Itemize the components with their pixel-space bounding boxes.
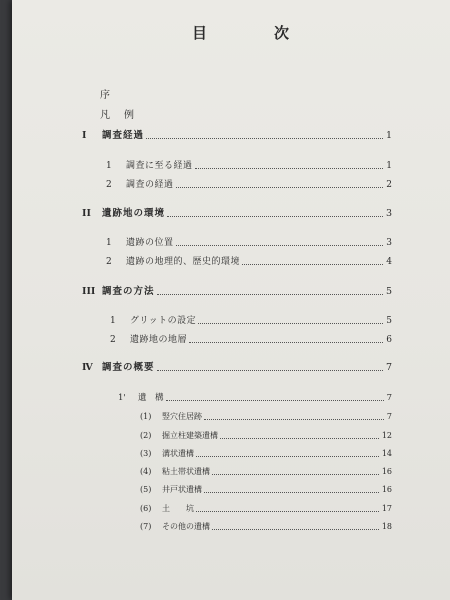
toc-label: 調査の方法 (102, 286, 155, 297)
toc-entry (106, 256, 392, 268)
toc-page-number: 2 (386, 180, 392, 190)
dot-leader (157, 294, 383, 295)
toc-page-number: 14 (381, 449, 392, 458)
toc-number: 1' (118, 393, 126, 403)
toc-entry (82, 362, 392, 374)
dot-leader (157, 370, 383, 371)
dot-leader (196, 511, 379, 512)
toc-label: 竪穴住居跡 (162, 412, 202, 421)
toc-label: 粘土帯状遺構 (162, 467, 210, 476)
toc-entry (82, 130, 392, 142)
toc-page-number: 17 (381, 504, 392, 513)
toc-number: (3) (140, 449, 152, 458)
toc-page-number: 16 (381, 485, 392, 494)
preface-item: 序 (100, 90, 112, 101)
dot-leader (198, 323, 383, 324)
dot-leader (195, 168, 384, 169)
dot-leader (242, 264, 383, 265)
toc-label: 遺跡の地理的、歴史的環境 (126, 257, 241, 267)
toc-page-number: 12 (381, 431, 392, 440)
toc-entry (140, 521, 392, 533)
toc-page-number: 1 (385, 130, 392, 141)
toc-label: 調査の概要 (102, 362, 155, 373)
toc-number: III (82, 286, 96, 297)
toc-label: 溝状遺構 (162, 449, 194, 458)
toc-label: その他の遺構 (162, 522, 210, 531)
toc-label: 調査経過 (102, 130, 145, 141)
toc-number: I (82, 130, 87, 141)
toc-entry (110, 315, 392, 327)
toc-page-number: 18 (381, 522, 392, 531)
toc-number: 1 (106, 238, 112, 248)
document-page (12, 0, 450, 600)
toc-page-number: 1 (386, 161, 392, 171)
toc-entry (140, 411, 392, 423)
toc-label: 遺 構 (138, 393, 164, 403)
dot-leader (196, 456, 379, 457)
toc-label: 調査の経過 (126, 180, 174, 190)
toc-label: 井戸状遺構 (162, 485, 202, 494)
toc-number: 1 (110, 316, 116, 326)
toc-page-number: 6 (386, 335, 392, 345)
toc-entry (118, 392, 392, 404)
dot-leader (189, 342, 383, 343)
toc-number: (2) (140, 431, 152, 440)
toc-page-number: 3 (385, 208, 392, 219)
toc-number: (6) (140, 504, 152, 513)
toc-page-number: 7 (386, 412, 392, 421)
toc-page-number: 4 (386, 257, 392, 267)
toc-label: グリットの設定 (130, 316, 197, 326)
toc-number: 2 (106, 180, 112, 190)
toc-number: II (82, 208, 91, 219)
dot-leader (176, 187, 384, 188)
toc-number: (1) (140, 412, 152, 421)
toc-entry (106, 179, 392, 191)
toc-entry (110, 334, 392, 346)
toc-entry (82, 208, 392, 220)
toc-page-number: 16 (381, 467, 392, 476)
toc-number: 2 (110, 335, 116, 345)
dot-leader (176, 245, 384, 246)
toc-label: 土 坑 (162, 504, 194, 513)
toc-page-number: 5 (386, 316, 392, 326)
toc-number: 2 (106, 257, 112, 267)
toc-entry (106, 237, 392, 249)
toc-entry (106, 160, 392, 172)
dot-leader (204, 419, 384, 420)
dot-leader (167, 216, 383, 217)
dot-leader (220, 438, 379, 439)
toc-number: (5) (140, 485, 152, 494)
toc-number: Ⅳ (82, 362, 93, 373)
toc-entry (140, 430, 392, 442)
toc-entry (140, 448, 392, 460)
dot-leader (204, 492, 379, 493)
dot-leader (212, 474, 379, 475)
toc-entry (140, 466, 392, 478)
preface-item: 凡 例 (100, 110, 136, 121)
dot-leader (166, 400, 384, 401)
toc-label: 遺跡の位置 (126, 238, 174, 248)
dot-leader (212, 529, 379, 530)
toc-page-number: 3 (386, 238, 392, 248)
toc-entry (140, 484, 392, 496)
toc-entry (82, 286, 392, 298)
toc-number: (4) (140, 467, 152, 476)
toc-page-number: 5 (385, 286, 392, 297)
toc-label: 遺跡地の地層 (130, 335, 188, 345)
toc-label: 遺跡地の環境 (102, 208, 166, 219)
toc-label: 調査に至る経過 (126, 161, 193, 171)
toc-page-number: 7 (385, 362, 392, 373)
page-title: 目 次 (192, 24, 316, 42)
toc-label: 掘立柱建築遺構 (162, 431, 218, 440)
toc-number: (7) (140, 522, 152, 531)
toc-entry (140, 503, 392, 515)
toc-page-number: 7 (386, 393, 392, 403)
dot-leader (146, 138, 383, 139)
toc-number: 1 (106, 161, 112, 171)
